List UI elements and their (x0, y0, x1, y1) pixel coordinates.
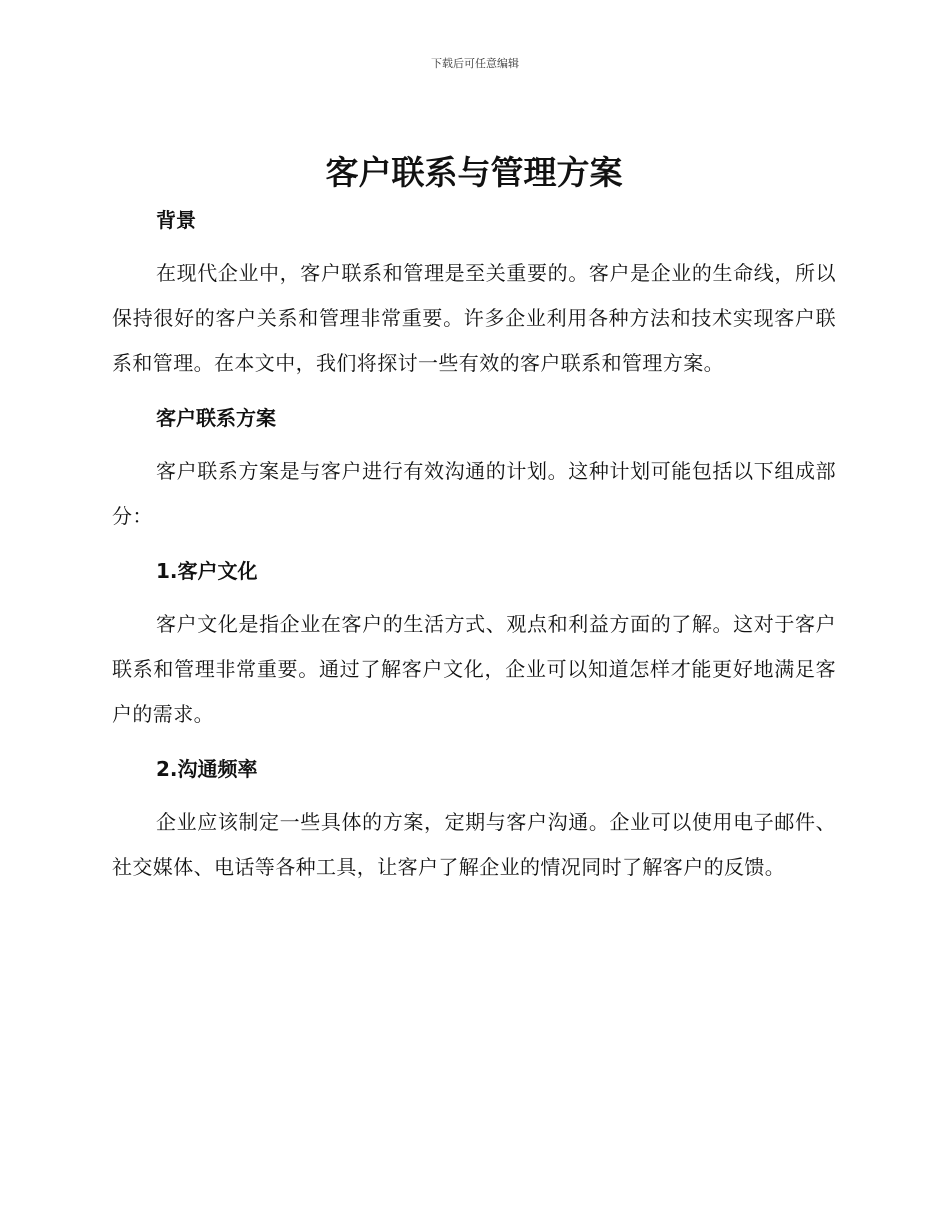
document-body (112, 150, 836, 890)
section-contact-plan (112, 404, 836, 539)
section-heading: 1.客户文化 (156, 559, 258, 583)
section-paragraph: 客户文化是指企业在客户的生活方式、观点和利益方面的了解。这对于客户联系和管理非常重要。通过了解客户文化，企业可以知道怎样才能更好地满足客户的需求。 (112, 612, 836, 726)
section-paragraph: 在现代企业中，客户联系和管理是至关重要的。客户是企业的生命线，所以保持很好的客户关系和管理非常重要。许多企业利用各种方法和技术实现客户联系和管理。在本文中，我们将探讨一些有效的客户联系和管理方案。 (112, 261, 836, 375)
section-paragraph: 企业应该制定一些具体的方案，定期与客户沟通。企业可以使用电子邮件、社交媒体、电话等各种工具，让客户了解企业的情况同时了解客户的反馈。 (112, 810, 836, 879)
section-paragraph: 客户联系方案是与客户进行有效沟通的计划。这种计划可能包括以下组成部分： (112, 459, 836, 528)
document-title: 客户联系与管理方案 (325, 153, 623, 192)
section-heading: 背景 (156, 208, 196, 232)
section-customer-culture (112, 557, 836, 737)
section-heading: 2.沟通频率 (156, 757, 258, 781)
section-heading: 客户联系方案 (156, 406, 276, 430)
section-communication-frequency (112, 755, 836, 890)
section-background (112, 206, 836, 386)
header-note: 下载后可任意编辑 (431, 57, 519, 70)
